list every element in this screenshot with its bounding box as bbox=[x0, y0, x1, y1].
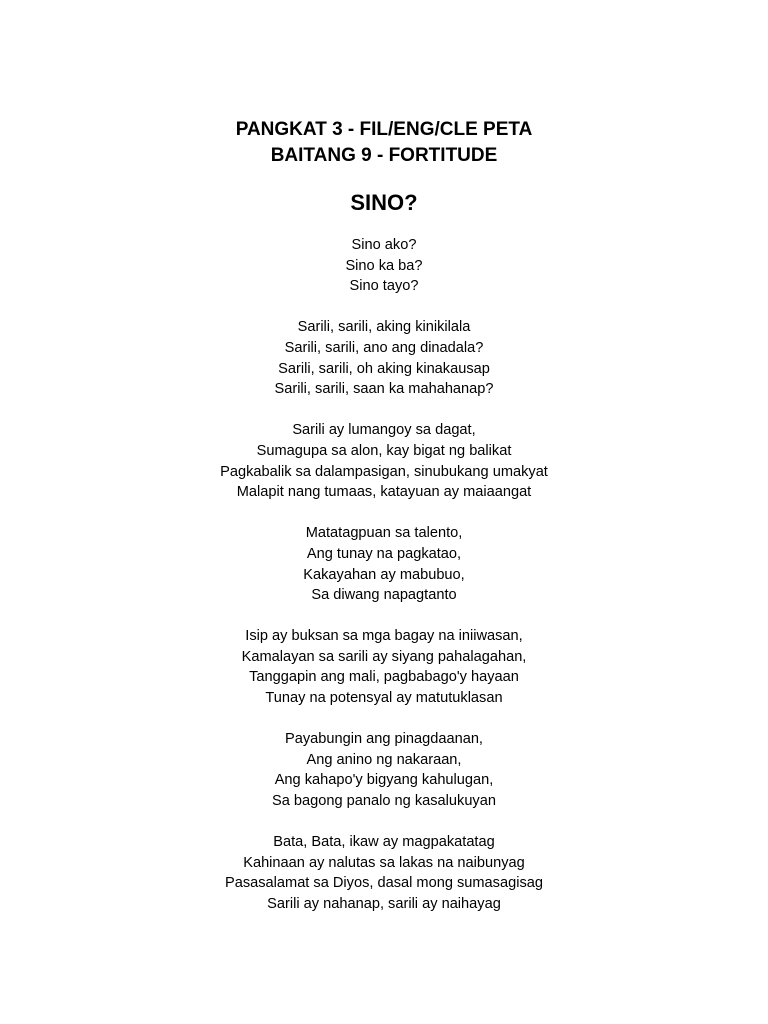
poem-line: Payabungin ang pinagdaanan, bbox=[284, 731, 483, 748]
poem-line: Tanggapin ang mali, pagbabago'y hayaan bbox=[249, 669, 519, 686]
poem-line: Sumagupa sa alon, kay bigat ng balikat bbox=[256, 442, 512, 459]
poem-line: Sarili, sarili, aking kinikilala bbox=[297, 319, 471, 336]
poem-line: Sa bagong panalo ng kasalukuyan bbox=[272, 793, 496, 810]
poem-line: Kakayahan ay mabubuo, bbox=[303, 566, 465, 583]
poem-line: Bata, Bata, ikaw ay magpakatatag bbox=[273, 834, 495, 851]
poem-line: Isip ay buksan sa mga bagay na iniiwasan, bbox=[245, 628, 523, 645]
poem-line: Sarili ay nahanap, sarili ay naihayag bbox=[267, 896, 501, 912]
stanza-2 bbox=[0, 317, 768, 399]
poem-title: SINO? bbox=[350, 190, 418, 215]
stanza-7 bbox=[0, 832, 768, 914]
stanza-6 bbox=[0, 729, 768, 811]
poem-line: Kahinaan ay nalutas sa lakas na naibunyag bbox=[243, 854, 525, 871]
poem-line: Ang anino ng nakaraan, bbox=[306, 751, 462, 768]
poem-line: Kamalayan sa sarili ay siyang pahalagahan, bbox=[241, 648, 527, 665]
poem-line: Pasasalamat sa Diyos, dasal mong sumasagisag bbox=[225, 875, 543, 892]
poem-line: Sarili, sarili, oh aking kinakausap bbox=[278, 360, 490, 377]
stanza-1 bbox=[0, 235, 768, 297]
header-group-line: PANGKAT 3 - FIL/ENG/CLE PETA bbox=[235, 119, 533, 140]
poem-line: Sarili, sarili, ano ang dinadala? bbox=[284, 339, 484, 356]
poem-line: Sino ako? bbox=[351, 237, 417, 253]
poem-line: Sarili ay lumangoy sa dagat, bbox=[292, 422, 476, 439]
stanza-4 bbox=[0, 523, 768, 605]
poem-line: Sarili, sarili, saan ka mahahanap? bbox=[274, 381, 494, 398]
poem-body bbox=[0, 235, 768, 935]
stanza-3 bbox=[0, 420, 768, 502]
header-grade-line: BAITANG 9 - FORTITUDE bbox=[270, 145, 498, 166]
document-header bbox=[0, 117, 768, 169]
poem-line: Ang kahapo'y bigyang kahulugan, bbox=[274, 772, 494, 789]
poem-line: Sino tayo? bbox=[349, 278, 419, 295]
poem-line: Tunay na potensyal ay matutuklasan bbox=[265, 690, 503, 707]
poem-line: Sino ka ba? bbox=[345, 257, 423, 274]
poem-line: Matatagpuan sa talento, bbox=[305, 525, 463, 542]
poem-line: Pagkabalik sa dalampasigan, sinubukang umakyat bbox=[220, 463, 548, 480]
poem-line: Malapit nang tumaas, katayuan ay maiaangat bbox=[236, 484, 532, 501]
poem-line: Sa diwang napagtanto bbox=[311, 587, 457, 604]
poem-line: Ang tunay na pagkatao, bbox=[306, 545, 462, 562]
stanza-5 bbox=[0, 626, 768, 708]
